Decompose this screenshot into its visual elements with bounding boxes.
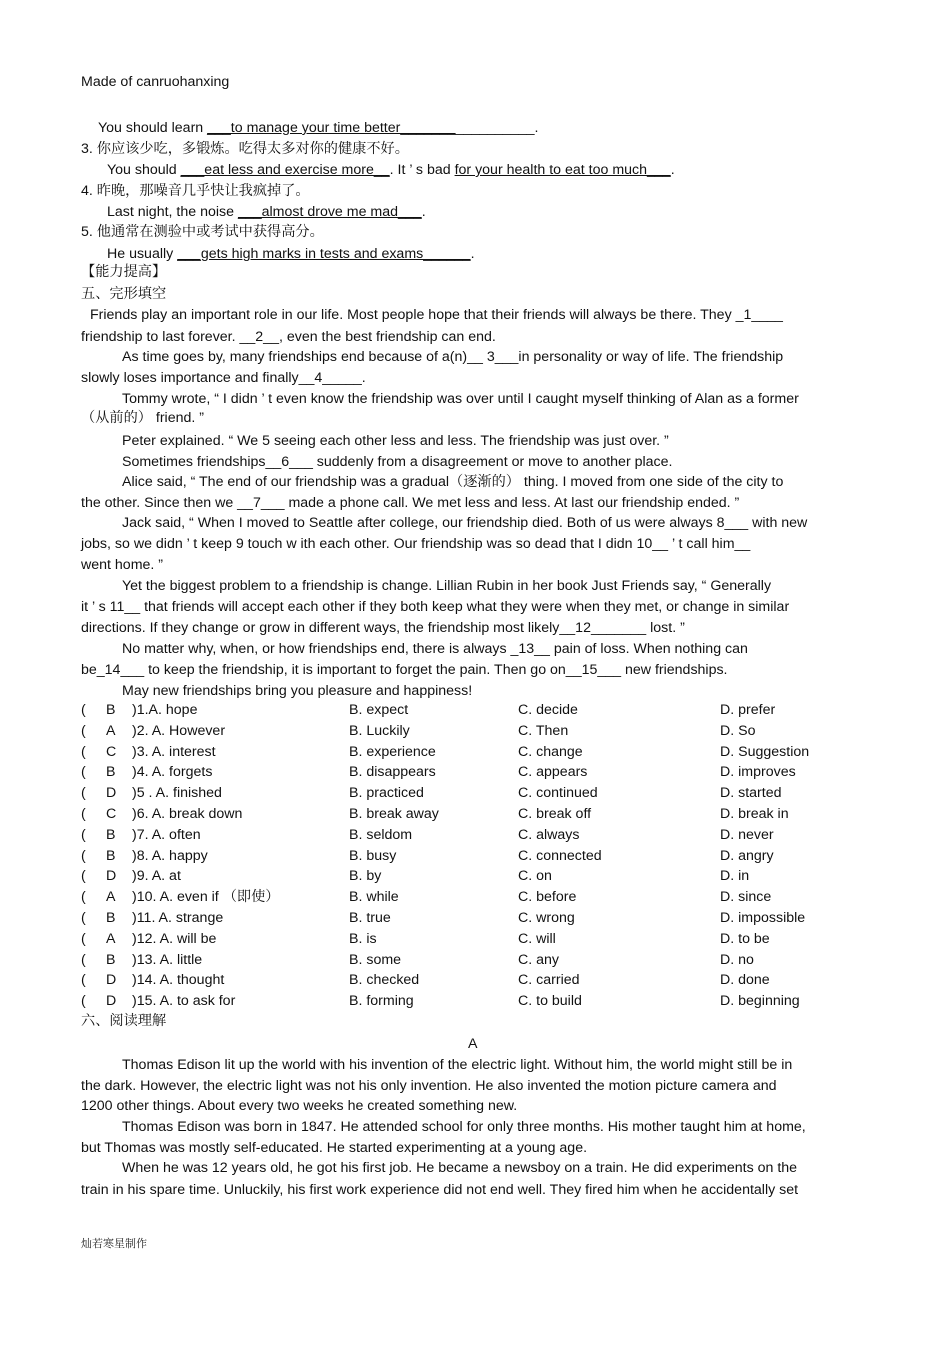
cloze-line: Alice said, “ The end of our friendship was a gradual（逐渐的） thing. I moved from one side of the city to xyxy=(122,474,784,490)
question-5-english: He usually ___gets high marks in tests and exams______. xyxy=(107,246,475,262)
option-b: B. seldom xyxy=(349,826,413,843)
reading-line: 1200 other things. About every two weeks he created something new. xyxy=(81,1098,518,1114)
answer-letter: B xyxy=(106,847,116,864)
answer-letter: A xyxy=(106,930,116,947)
paren: ( xyxy=(81,805,86,822)
paren: ( xyxy=(81,951,86,968)
option-row xyxy=(81,846,881,867)
option-d: D. So xyxy=(720,722,756,739)
option-row xyxy=(81,825,881,846)
option-b: B. true xyxy=(349,909,391,926)
option-c: C. always xyxy=(518,826,580,843)
paren: ( xyxy=(81,702,86,718)
reading-line: Thomas Edison lit up the world with his invention of the electric light. Without him, the world might still be in xyxy=(122,1057,793,1073)
option-b: B. break away xyxy=(349,805,439,822)
question-4-chinese: 4. 昨晚，那噪音几乎快让我疯掉了。 xyxy=(81,183,310,199)
option-b: B. practiced xyxy=(349,785,424,802)
answer-letter: A xyxy=(106,722,116,739)
option-c: C. appears xyxy=(518,764,588,781)
option-row xyxy=(81,700,881,721)
answer-letter: D xyxy=(106,993,117,1010)
question-3-chinese: 3. 你应该少吃，多锻炼。吃得太多对你的健康不好。 xyxy=(81,141,409,157)
option-c: C. wrong xyxy=(518,909,575,926)
answer-letter: B xyxy=(106,951,116,968)
option-row xyxy=(81,929,881,950)
paren: ( xyxy=(81,722,86,739)
cloze-line: Friends play an important role in our life. Most people hope that their friends will always be there. They _1____ xyxy=(90,307,783,323)
section-heading-cloze: 五、完形填空 xyxy=(81,286,167,302)
option-row xyxy=(81,970,881,991)
answer-options xyxy=(81,700,881,1012)
option-a: )11. A. strange xyxy=(132,909,224,926)
cloze-line: Tommy wrote, “ I didn ’ t even know the friendship was over until I caught myself thinking of Alan as a former xyxy=(122,391,799,407)
paren: ( xyxy=(81,826,86,843)
option-a: )9. A. at xyxy=(132,868,181,885)
answer-letter: D xyxy=(106,972,117,989)
option-b: B. checked xyxy=(349,972,420,989)
cloze-line: be_14___ to keep the friendship, it is important to forget the pain. Then go on__15___ new friendships. xyxy=(81,662,728,678)
option-c: C. change xyxy=(518,743,583,760)
cloze-line: slowly loses importance and finally__4_____. xyxy=(81,370,366,386)
question-5-chinese: 5. 他通常在测验中或考试中获得高分。 xyxy=(81,224,324,240)
option-c: C. any xyxy=(518,951,560,968)
option-a: )6. A. break down xyxy=(132,805,243,822)
answer-letter: A xyxy=(106,889,116,906)
option-row xyxy=(81,950,881,971)
cloze-line: friendship to last forever. __2__, even the best friendship can end. xyxy=(81,329,496,345)
answer-letter: D xyxy=(106,868,117,885)
option-b: B. experience xyxy=(349,743,436,760)
answer-text: ___to manage your time better_______ xyxy=(207,120,456,136)
answer-letter: B xyxy=(106,764,116,781)
option-row xyxy=(81,887,881,908)
answer-text: ___almost drove me mad___ xyxy=(237,204,422,220)
option-a: )14. A. thought xyxy=(132,972,225,989)
cloze-line: Jack said, “ When I moved to Seattle after college, our friendship died. Both of us were always 8___ with new xyxy=(122,515,808,531)
reading-line: Thomas Edison was born in 1847. He attended school for only three months. His mother taught him at home, xyxy=(122,1119,806,1135)
option-row xyxy=(81,866,881,887)
option-b: B. while xyxy=(349,889,399,906)
option-b: B. some xyxy=(349,951,402,968)
answer-text: ___eat less and exercise more__ xyxy=(180,162,390,178)
cloze-line: Sometimes friendships__6___ suddenly from a disagreement or move to another place. xyxy=(122,454,673,470)
option-d: D. started xyxy=(720,785,782,802)
passage-title: A xyxy=(468,1036,478,1052)
option-c: C. continued xyxy=(518,785,598,802)
option-row xyxy=(81,783,881,804)
option-d: D. in xyxy=(720,868,750,885)
cloze-line: the other. Since then we __7___ made a phone call. We met less and less. At last our friendship ended. ” xyxy=(81,495,740,511)
option-row xyxy=(81,908,881,929)
option-b: B. expect xyxy=(349,702,409,718)
paren: ( xyxy=(81,972,86,989)
reading-line: train in his spare time. Unluckily, his first work experience did not end well. They fired him when he accidentally set xyxy=(81,1182,799,1198)
option-a: )5 . A. finished xyxy=(132,785,222,802)
option-row xyxy=(81,721,881,742)
page-footer: 灿若寒星制作 xyxy=(81,1238,147,1250)
option-c: C. connected xyxy=(518,847,602,864)
paren: ( xyxy=(81,764,86,781)
option-d: D. to be xyxy=(720,930,770,947)
option-a: )1.A. hope xyxy=(132,702,198,718)
option-d: D. improves xyxy=(720,764,796,781)
cloze-line: No matter why, when, or how friendships end, there is always _13__ pain of loss. When nothing can xyxy=(122,641,748,657)
paren: ( xyxy=(81,993,86,1010)
cloze-line: As time goes by, many friendships end because of a(n)__ 3___in personality or way of life. The friendship xyxy=(122,349,784,365)
option-c: C. will xyxy=(518,930,556,947)
option-a: )3. A. interest xyxy=(132,743,216,760)
paren: ( xyxy=(81,868,86,885)
translation-line-2: You should learn ___to manage your time better_________________. xyxy=(98,120,539,136)
option-d: D. since xyxy=(720,889,772,906)
option-a: )8. A. happy xyxy=(132,847,208,864)
cloze-line: （从前的） friend. ” xyxy=(81,410,204,426)
paren: ( xyxy=(81,743,86,760)
question-3-english: You should ___eat less and exercise more__. It ’ s bad for your health to eat too much___. xyxy=(107,162,675,178)
option-d: D. angry xyxy=(720,847,774,864)
option-a: )2. A. However xyxy=(132,722,226,739)
option-d: D. beginning xyxy=(720,993,800,1010)
option-d: D. prefer xyxy=(720,702,776,718)
option-c: C. before xyxy=(518,889,577,906)
option-d: D. never xyxy=(720,826,774,843)
section-heading-ability: 【能力提高】 xyxy=(81,264,167,280)
option-a: )12. A. will be xyxy=(132,930,217,947)
paren: ( xyxy=(81,847,86,864)
reading-line: When he was 12 years old, he got his first job. He became a newsboy on a train. He did experiments on the xyxy=(122,1160,798,1176)
cloze-line: May new friendships bring you pleasure and happiness! xyxy=(122,683,473,699)
answer-letter: B xyxy=(106,702,116,718)
option-row xyxy=(81,991,881,1012)
answer-letter: B xyxy=(106,826,116,843)
option-row xyxy=(81,762,881,783)
answer-letter: C xyxy=(106,743,117,760)
option-b: B. is xyxy=(349,930,377,947)
paren: ( xyxy=(81,909,86,926)
cloze-line: jobs, so we didn ’ t keep 9 touch w ith each other. Our friendship was so dead that I didn 10__ ’ t call him__ xyxy=(81,536,751,552)
option-d: D. no xyxy=(720,951,754,968)
option-b: B. by xyxy=(349,868,382,885)
option-a: )15. A. to ask for xyxy=(132,993,236,1010)
answer-letter: C xyxy=(106,805,117,822)
option-c: C. Then xyxy=(518,722,569,739)
option-b: B. busy xyxy=(349,847,397,864)
answer-text: ___gets high marks in tests and exams______ xyxy=(177,246,471,262)
option-d: D. done xyxy=(720,972,770,989)
paren: ( xyxy=(81,889,86,906)
cloze-line: Peter explained. “ We 5 seeing each other less and less. The friendship was just over. ” xyxy=(122,433,669,449)
option-b: B. disappears xyxy=(349,764,436,781)
option-d: D. break in xyxy=(720,805,789,822)
option-a: )7. A. often xyxy=(132,826,201,843)
option-d: D. impossible xyxy=(720,909,806,926)
option-c: C. on xyxy=(518,868,552,885)
cloze-line: went home. ” xyxy=(81,557,164,573)
reading-line: the dark. However, the electric light was not his only invention. He also invented the motion picture camera and xyxy=(81,1078,777,1094)
option-a: )13. A. little xyxy=(132,951,203,968)
question-4-english: Last night, the noise ___almost drove me mad___. xyxy=(107,204,426,220)
option-c: C. to build xyxy=(518,993,582,1010)
paren: ( xyxy=(81,930,86,947)
option-row xyxy=(81,804,881,825)
option-b: B. forming xyxy=(349,993,414,1010)
option-c: C. decide xyxy=(518,702,578,718)
cloze-line: it ’ s 11__ that friends will accept each other if they both keep what they were when they met, or change in similar xyxy=(81,599,790,615)
option-a: )4. A. forgets xyxy=(132,764,213,781)
option-b: B. Luckily xyxy=(349,722,410,739)
option-a: )10. A. even if （即使） xyxy=(132,889,280,906)
answer-text: for your health to eat too much___ xyxy=(454,162,671,178)
reading-line: but Thomas was mostly self-educated. He started experimenting at a young age. xyxy=(81,1140,588,1156)
option-c: C. break off xyxy=(518,805,592,822)
section-heading-reading: 六、阅读理解 xyxy=(81,1013,167,1029)
answer-letter: B xyxy=(106,909,116,926)
option-c: C. carried xyxy=(518,972,580,989)
cloze-line: directions. If they change or grow in different ways, the friendship most likely__12_______ lost. ” xyxy=(81,620,685,636)
paren: ( xyxy=(81,785,86,802)
page-header: Made of canruohanxing xyxy=(81,74,230,90)
option-d: D. Suggestion xyxy=(720,743,810,760)
option-row xyxy=(81,742,881,763)
cloze-line: Yet the biggest problem to a friendship is change. Lillian Rubin in her book Just Friends say, “ Generally xyxy=(122,578,772,594)
answer-letter: D xyxy=(106,785,117,802)
